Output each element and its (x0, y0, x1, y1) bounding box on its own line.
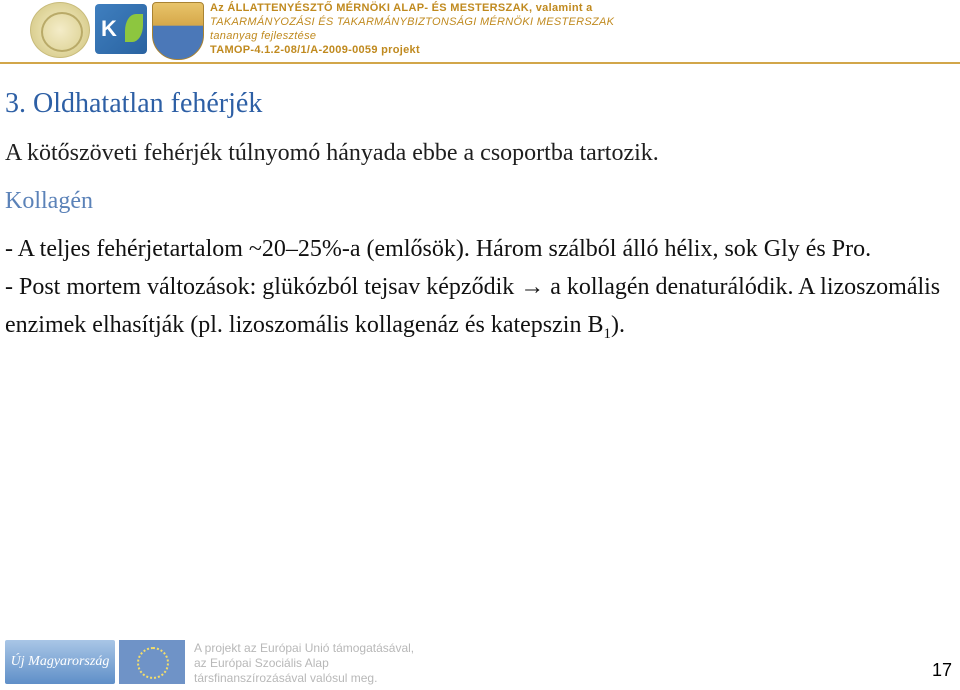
footer-line-1: A projekt az Európai Unió támogatásával, (194, 641, 415, 655)
kollagen-subheading: Kollagén (5, 188, 93, 214)
header-line-1: Az ÁLLATTENYÉSZTŐ MÉRNÖKI ALAP- ÉS MESTERSZAK, valamint a (210, 2, 593, 14)
header-line-2: TAKARMÁNYOZÁSI ÉS TAKARMÁNYBIZTONSÁGI MÉRNÖKI MESTERSZAK (210, 16, 615, 28)
slide-content (5, 84, 955, 353)
header-project-code: TAMOP-4.1.2-08/1/A-2009-0059 projekt (210, 44, 420, 56)
post-mortem-text: - Post mortem változások: glükózból tejsav képződik → a kollagén denaturálódik. A lizoszomális enzimek elhasítják (pl. lizoszomális kollagenáz és katepszin B (5, 274, 941, 338)
k-logo (95, 4, 147, 54)
subscript: 1 (603, 325, 611, 342)
footer-funding-text (194, 641, 414, 686)
k-logo-letter: K (101, 16, 117, 41)
footer-line-3: társfinanszírozásával valósul meg. (194, 671, 378, 685)
paragraph-composition: - A teljes fehérjetartalom ~20–25%-a (emlősök). Három szálból álló hélix, sok Gly és Pro. (5, 236, 872, 262)
header-text (210, 1, 614, 57)
slide-title: 3. Oldhatatlan fehérjék (5, 88, 263, 119)
page-number: 17 (931, 660, 952, 680)
eu-flag-icon (119, 640, 185, 684)
uj-magyarorszag-logo: Új Magyarország (5, 640, 115, 684)
footer (0, 634, 960, 690)
intro-text: A kötőszöveti fehérjék túlnyomó hányada ebbe a csoportba tartozik. (5, 140, 659, 166)
header-banner (0, 0, 960, 62)
crest-logo (152, 2, 204, 60)
footer-line-2: az Európai Szociális Alap (194, 656, 329, 670)
header-divider (0, 62, 960, 64)
paragraph-post-mortem (5, 268, 955, 353)
university-seal-logo (30, 2, 90, 58)
post-mortem-end: ). (610, 312, 625, 338)
header-line-3: tananyag fejlesztése (210, 30, 317, 42)
